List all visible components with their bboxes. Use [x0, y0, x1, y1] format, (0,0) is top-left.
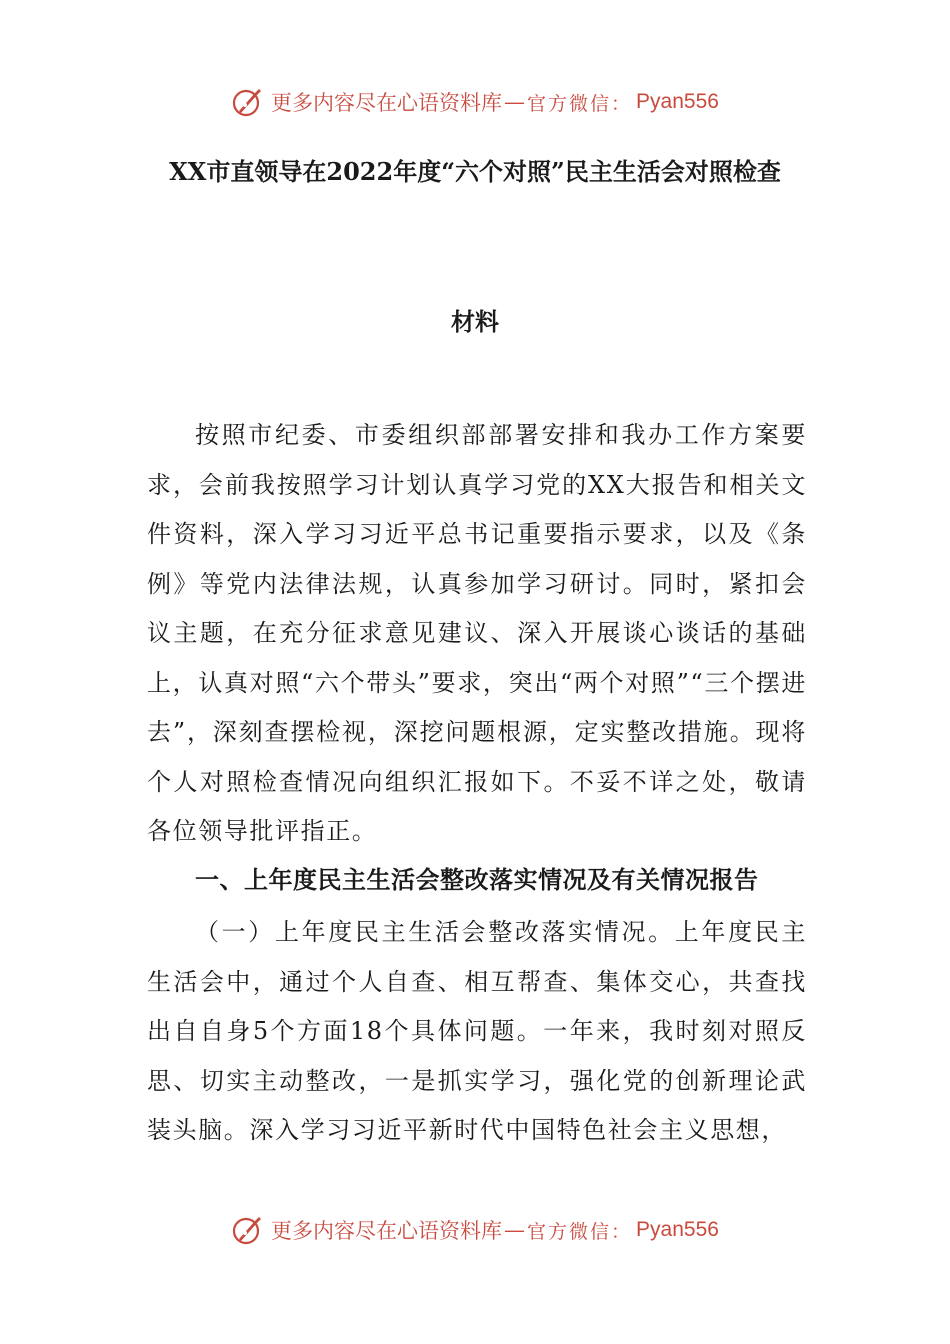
banner-wechat-id: Pyan556 [636, 1218, 719, 1241]
footer-watermark-banner [0, 1210, 950, 1250]
banner-dash: — [504, 90, 526, 114]
pen-nib-logo-icon [231, 85, 265, 119]
intro-paragraph: 按照市纪委、市委组织部部署安排和我办工作方案要求，会前我按照学习计划认真学习党的XX大报告和相关文件资料，深入学习习近平总书记重要指示要求，以及《条例》等党内法律法规，认真参加学习研讨。同时，紧扣会议主题，在充分征求意见建议、深入开展谈心谈话的基础上，认真对照“六个带头”要求，突出“两个对照”“三个摆进去”，深刻查摆检视，深挖问题根源，定实整改措施。现将个人对照检查情况向组织汇报如下。不妥不详之处，敬请各位领导批评指正。 [147, 421, 807, 845]
header-watermark-banner [0, 82, 950, 122]
banner-wechat-label: 官方微信： [527, 1220, 633, 1243]
banner-wechat-label: 官方微信： [527, 92, 633, 115]
document-title-line1: XX市直领导在2022年度“六个对照”民主生活会对照检查 [169, 157, 781, 186]
pen-nib-logo-icon [231, 1213, 265, 1247]
section-heading-1: 一、上年度民主生活会整改落实情况及有关情况报告 [195, 865, 759, 894]
banner-dash: — [504, 1218, 526, 1242]
banner-site-text: 更多内容尽在心语资料库 [271, 91, 503, 115]
document-title-line2: 材料 [451, 307, 499, 336]
section-1-paragraph: （一）上年度民主生活会整改落实情况。上年度民主生活会中，通过个人自查、相互帮查、集体交心，共查找出自自身5个方面18个具体问题。一年来，我时刻对照反思、切实主动整改，一是抓实学习，强化党的创新理论武装头脑。深入学习习近平新时代中国特色社会主义思想， [147, 918, 807, 1144]
banner-wechat-id: Pyan556 [636, 90, 719, 113]
banner-site-text: 更多内容尽在心语资料库 [271, 1219, 503, 1243]
